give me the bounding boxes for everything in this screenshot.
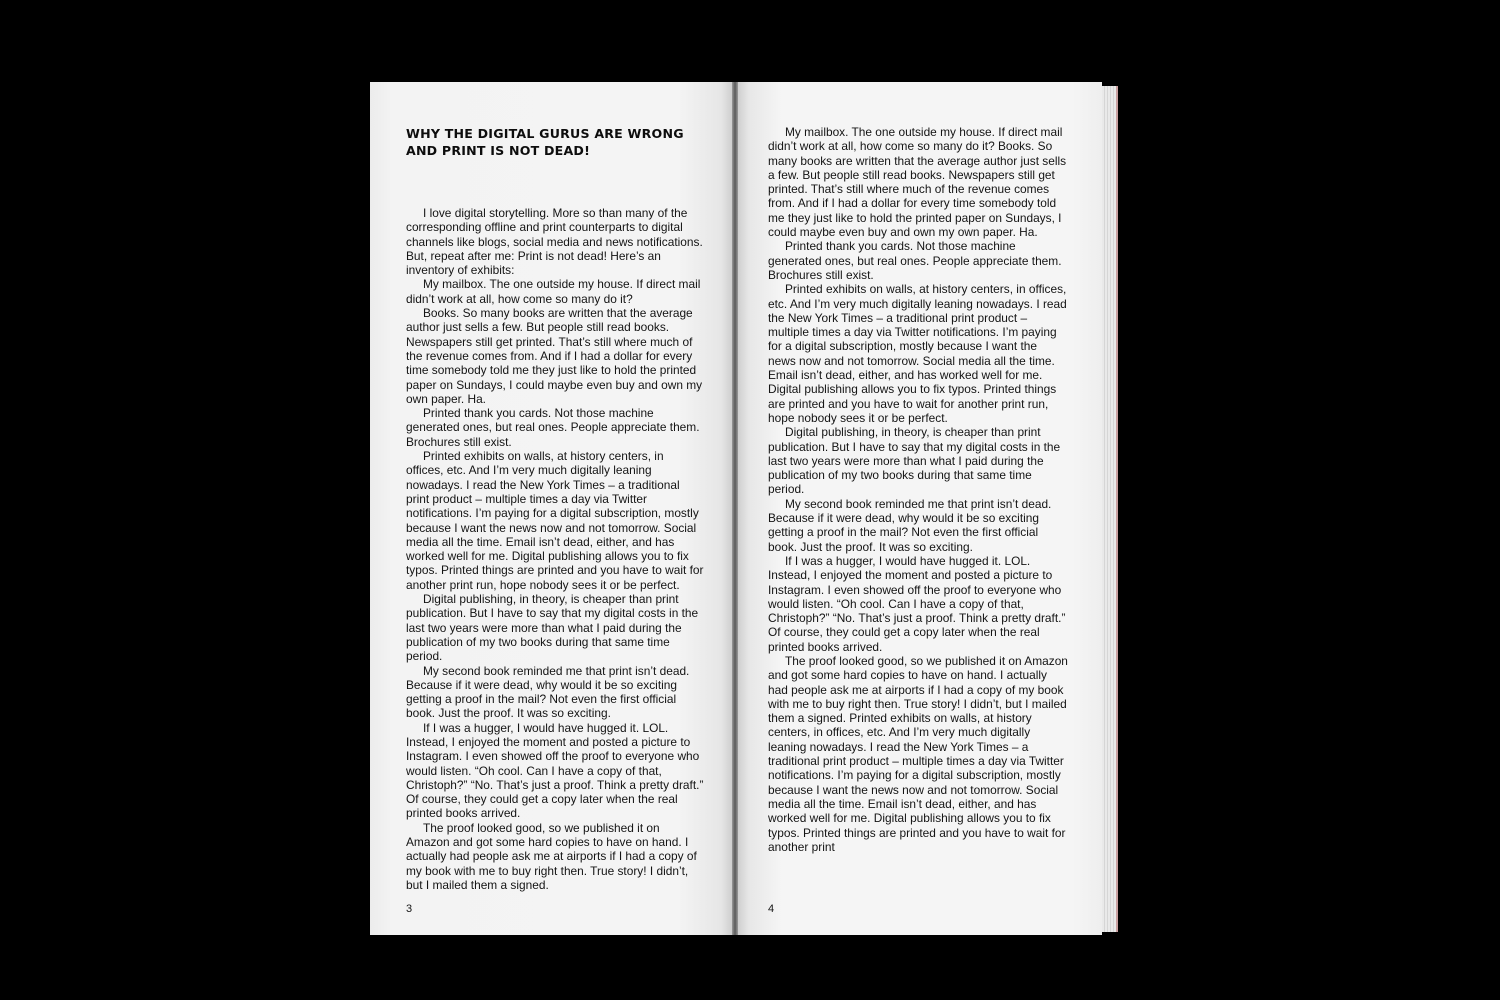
paragraph: The proof looked good, so we published it on Amazon and got some hard copies to have on hand. I actually had people ask me at airports if I had a copy of my book with me to buy right then. True story! I didn’t, but I mailed them a signed.	[406, 820, 697, 892]
paragraph: Printed thank you cards. Not those machine generated ones, but real ones. People appreciate them. Brochures still exist.	[768, 239, 1062, 282]
paragraph: Printed exhibits on walls, at history centers, in offices, etc. And I’m very much digitally leaning nowadays. I read the New York Times – a traditional print product – multiple times a day via Twitter notifications. I’m paying for a digital subscription, mostly because I want the news now and not tomorrow. Social media all the time. Email isn’t dead, either, and has worked well for me. Digital publishing allows you to fix typos. Printed things are printed and you have to wait for another print run, hope nobody sees it or be perfect.	[768, 282, 1067, 425]
paragraph: If I was a hugger, I would have hugged it. LOL. Instead, I enjoyed the moment and posted a picture to Instagram. I even showed off the proof to everyone who would listen. “Oh cool. Can I have a copy of that, Christoph?” “No. That’s just a proof. Think a pretty draft.” Of course, they could get a copy later when the real printed books arrived.	[768, 553, 1066, 654]
paragraph: Digital publishing, in theory, is cheaper than print publication. But I have to say that my digital costs in the last two years were more than what I paid during the publication of my two books during that same time period.	[768, 425, 1061, 497]
page-edges	[1102, 86, 1118, 932]
right-page	[738, 82, 1102, 935]
paragraph: My second book reminded me that print isn’t dead. Because if it were dead, why would it be so exciting getting a proof in the mail? Not even the first official book. Just the proof. It was so exciting.	[406, 663, 690, 721]
paragraph: My mailbox. The one outside my house. If direct mail didn’t work at all, how come so many do it?	[406, 277, 701, 306]
paragraph: My second book reminded me that print isn’t dead. Because if it were dead, why would it be so exciting getting a proof in the mail? Not even the first official book. Just the proof. It was so exciting.	[768, 496, 1052, 554]
paragraph: The proof looked good, so we published it on Amazon and got some hard copies to have on hand. I actually had people ask me at airports if I had a copy of my book with me to buy right then. True story! I didn’t, but I mailed them a signed. Printed exhibits on walls, at history centers, in offices, etc. And I’m very much digitally leaning nowadays. I read the New York Times – a traditional print product – multiple times a day via Twitter notifications. I’m paying for a digital subscription, mostly because I want the news now and not tomorrow. Social media all the time. Email isn’t dead, either, and has worked well for me. Digital publishing allows you to fix typos. Printed things are printed and you have to wait for another print	[768, 653, 1068, 854]
page-number-right: 4	[768, 903, 775, 915]
paragraph: If I was a hugger, I would have hugged it. LOL. Instead, I enjoyed the moment and posted a picture to Instagram. I even showed off the proof to everyone who would listen. “Oh cool. Can I have a copy of that, Christoph?” “No. That’s just a proof. Think a pretty draft.” Of course, they could get a copy later when the real printed books arrived.	[406, 720, 704, 821]
paragraph: I love digital storytelling. More so than many of the corresponding offline and print counterparts to digital channels like blogs, social media and news notifications. But, repeat after me: Print is not dead! Here’s an inventory of exhibits:	[406, 206, 703, 278]
right-page-body	[768, 125, 1068, 895]
page-number-left: 3	[406, 903, 413, 915]
left-page	[370, 82, 732, 935]
paragraph: Printed exhibits on walls, at history centers, in offices, etc. And I’m very much digitally leaning nowadays. I read the New York Times – a traditional print product – multiple times a day via Twitter notifications. I’m paying for a digital subscription, mostly because I want the news now and not tomorrow. Social media all the time. Email isn’t dead, either, and has worked well for me. Digital publishing allows you to fix typos. Printed things are printed and you have to wait for another print run, hope nobody sees it or be perfect.	[406, 449, 704, 592]
article-heading: WHY THE DIGITAL GURUS ARE WRONG AND PRINT IS NOT DEAD!	[406, 126, 684, 158]
left-page-body	[406, 206, 704, 902]
paragraph: My mailbox. The one outside my house. If direct mail didn’t work at all, how come so many do it? Books. So many books are written that the average author just sells a few. But people still read books. Newspapers still get printed. That’s still where much of the revenue comes from. And if I had a dollar for every time somebody told me they just like to hold the printed paper on Sundays, I could maybe even buy and own my own paper. Ha.	[768, 125, 1067, 240]
paragraph: Printed thank you cards. Not those machine generated ones, but real ones. People appreciate them. Brochures still exist.	[406, 406, 700, 449]
paragraph: Books. So many books are written that the average author just sells a few. But people still read books. Newspapers still get printed. That’s still where much of the revenue comes from. And if I had a dollar for every time somebody told me they just like to hold the printed paper on Sundays, I could maybe even buy and own my own paper. Ha.	[406, 306, 703, 406]
paragraph: Digital publishing, in theory, is cheaper than print publication. But I have to say that my digital costs in the last two years were more than what I paid during the publication of my two books during that same time period.	[406, 592, 699, 664]
